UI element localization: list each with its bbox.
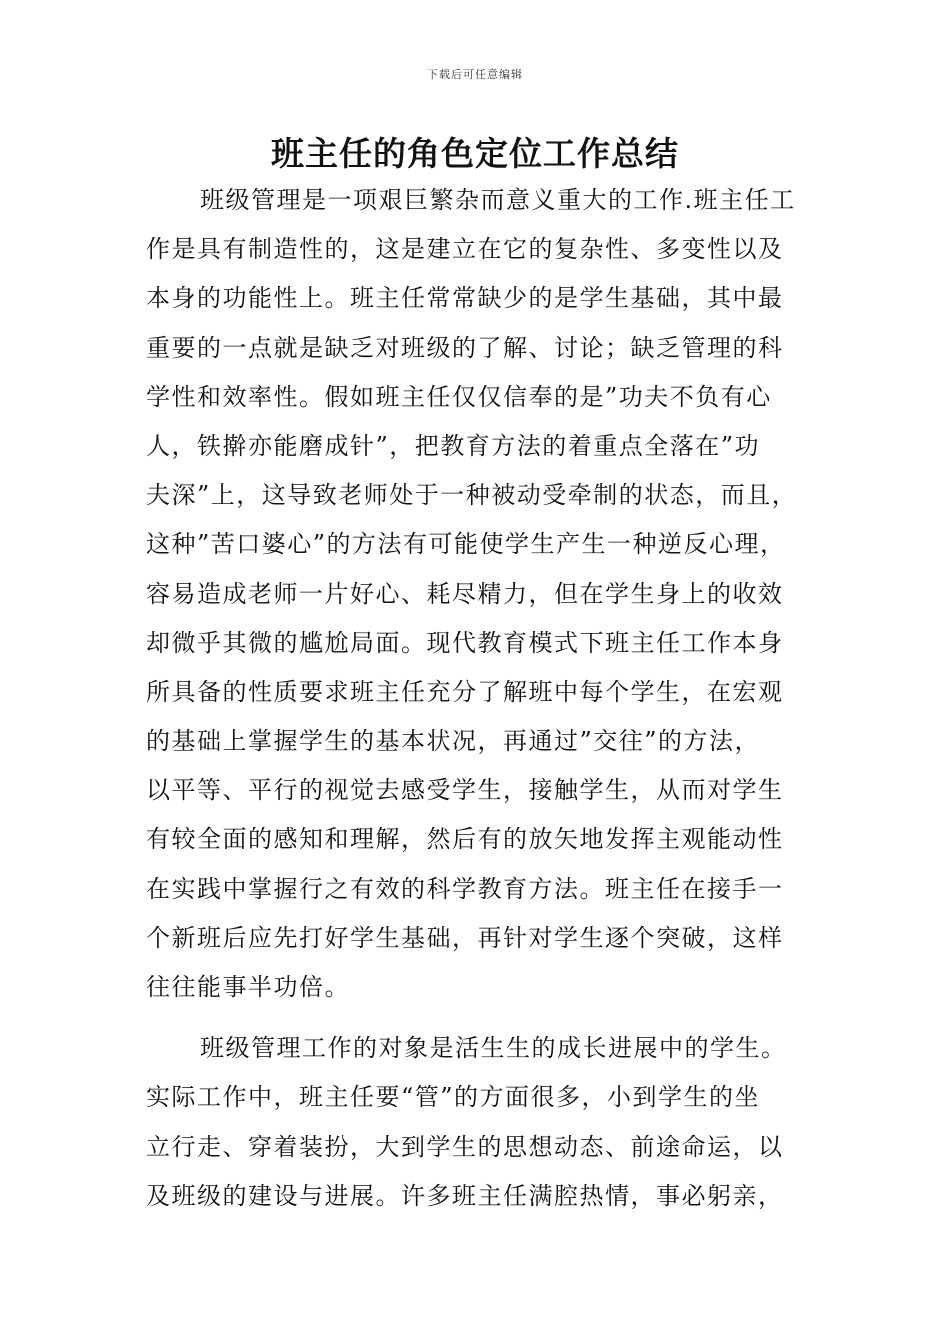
paragraph-spacer (146, 1012, 816, 1024)
text-line: 所具备的性质要求班主任充分了解班中每个学生，在宏观 (146, 677, 784, 706)
text-line: 往往能事半功倍。 (146, 973, 350, 1001)
text-line: 的基础上掌握学生的基本状况，再通过”交往”的方法， (146, 727, 761, 756)
text-line: 班级管理是一项艰巨繁杂而意义重大的工作.班主任工 (200, 186, 796, 214)
document-body (146, 176, 816, 1221)
text-line: 作是具有制造性的，这是建立在它的复杂性、多变性以及 (146, 235, 784, 264)
text-line: 重要的一点就是缺乏对班级的了解、讨论；缺乏管理的科 (146, 333, 784, 362)
text-line: 夫深”上，这导致老师处于一种被动受牵制的状态，而且， (146, 481, 798, 510)
text-line: 以平等、平行的视觉去感受学生，接触学生，从而对学生 (146, 776, 784, 805)
text-line: 在实践中掌握行之有效的科学教育方法。班主任在接手一 (146, 874, 784, 903)
text-line: 容易造成老师一片好心、耗尽精力，但在学生身上的收效 (146, 579, 784, 608)
text-line: 实际工作中，班主任要“管”的方面很多，小到学生的坐 (146, 1083, 761, 1112)
paragraph-1 (146, 176, 816, 1012)
text-line: 有较全面的感知和理解，然后有的放矢地发挥主观能动性 (146, 825, 784, 854)
header-note: 下载后可任意编辑 (427, 68, 523, 81)
text-line: 及班级的建设与进展。许多班主任满腔热情，事必躬亲， (146, 1181, 784, 1210)
text-line: 人，铁擀亦能磨成针”，把教育方法的着重点全落在”功 (146, 431, 761, 460)
document-title: 班主任的角色定位工作总结 (271, 134, 679, 173)
text-line: 本身的功能性上。班主任常常缺少的是学生基础，其中最 (146, 284, 784, 313)
paragraph-2 (146, 1024, 816, 1221)
text-line: 学性和效率性。假如班主任仅仅信奉的是”功夫不负有心 (146, 382, 772, 411)
text-line: 个新班后应先打好学生基础，再针对学生逐个突破，这样 (146, 923, 784, 952)
text-line: 却微乎其微的尴尬局面。现代教育模式下班主任工作本身 (146, 628, 784, 657)
text-line: 这种”苦口婆心”的方法有可能使学生产生一种逆反心理， (146, 530, 786, 559)
text-line: 立行走、穿着装扮，大到学生的思想动态、前途命运，以 (146, 1132, 784, 1161)
text-line: 班级管理工作的对象是活生生的成长进展中的学生。 (200, 1034, 787, 1063)
